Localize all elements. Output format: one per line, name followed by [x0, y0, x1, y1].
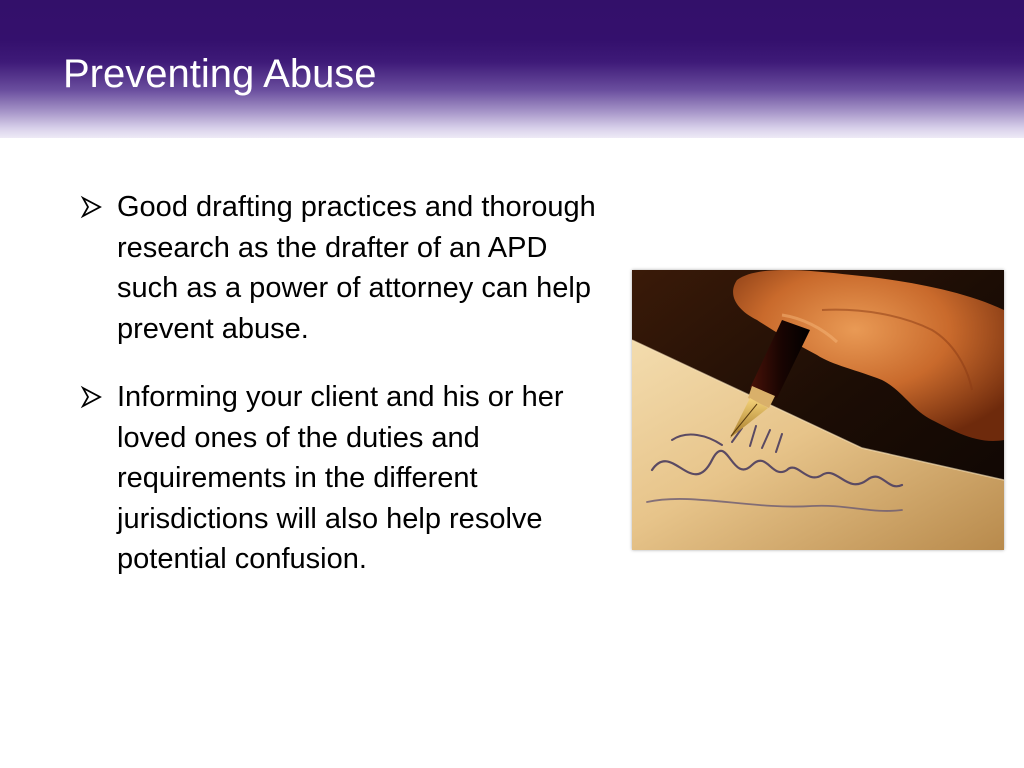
title-band: [0, 0, 1024, 138]
arrowhead-bullet-icon: [80, 385, 106, 409]
bullet-text: Informing your client and his or her loved ones of the duties and requirements in the different jurisdictions will also help resolve potential confusion.: [117, 381, 564, 575]
slide-title: Preventing Abuse: [63, 52, 377, 96]
bullet-item: [80, 187, 600, 349]
bullet-item: [80, 377, 600, 580]
bullet-list: [80, 187, 600, 608]
pen-writing-illustration: [632, 270, 1004, 550]
bullet-text: Good drafting practices and thorough research as the drafter of an APD such as a power of attorney can help prevent abuse.: [117, 191, 596, 345]
pen-writing-photo: [632, 270, 1004, 550]
arrowhead-bullet-icon: [80, 195, 106, 219]
